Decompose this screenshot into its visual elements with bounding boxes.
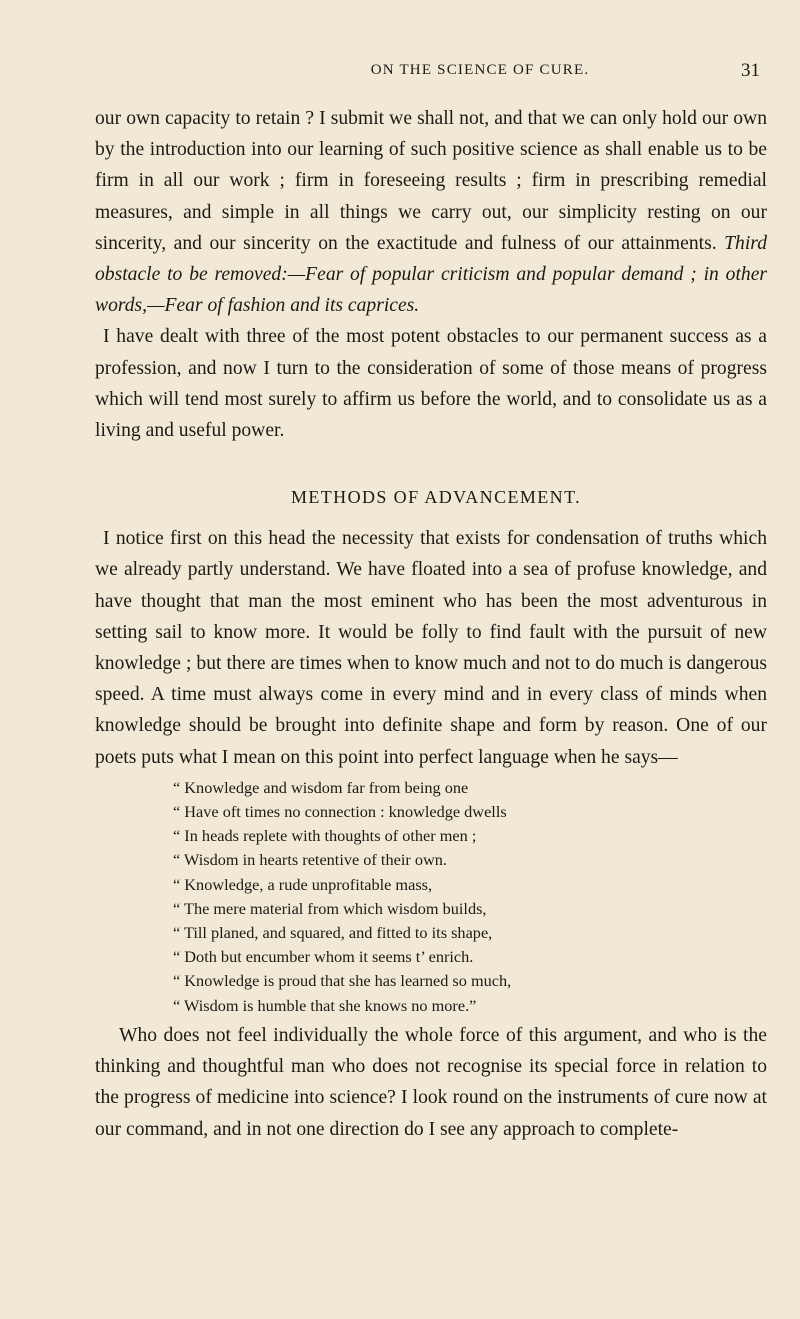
poem-line: “ Have oft times no connection : knowledge dwells [173,802,507,822]
poem-line: “ Doth but encumber whom it seems t’ enrich. [173,947,474,967]
poem-line: “ The mere material from which wisdom builds, [173,898,487,918]
poem-line: “ In heads replete with thoughts of other men ; [173,826,477,846]
obstacle-description: —Fear of popular criticism and popular demand ; in other words,—Fear of fashion and its caprices. [95,264,768,317]
paragraph-3: I notice first on this head the necessity that exists for condensation of truths which we already partly understand. We have floated into a sea of profuse knowledge, and have thought that man the most eminent who has been the most adventurous in setting sail to know more. It would be folly to find fault with the pursuit of new knowledge ; but there are times when to know much and not to do much is dangerous speed. A time must always come in every mind and in every class of minds when knowledge should be brought into definite shape and form by reason. One of our poets puts what I mean on this point into perfect language when he says— [95,528,767,768]
running-title: ON THE SCIENCE OF CURE. [370,62,590,78]
poem-line: “ Knowledge, a rude unprofitable mass, [173,874,433,894]
paragraph-4: Who does not feel individually the whole force of this argument, and who is the thinking and thoughtful man who does not recognise its special force in relation to the progress of medicine into science? I look round on the instruments of cure now at our command, and in not one direction do I see any approach to complete- [95,1024,767,1140]
section-heading: METHODS OF ADVANCEMENT. [290,487,582,508]
obstacle-label: Third obstacle to be removed: [95,232,767,286]
page-number: 31 [741,60,760,81]
body-text [95,103,767,1145]
poem-line: “ Knowledge and wisdom far from being one [173,777,469,797]
poem-line: “ Wisdom is humble that she knows no more.” [173,995,477,1015]
poem-quotation [173,776,767,1018]
poem-line: “ Knowledge is proud that she has learned so much, [173,971,512,991]
paragraph-1-text: our own capacity to retain ? I submit we shall not, and that we can only hold our own by the introduction into our learning of such positive science as shall enable us to be firm in all our work ; firm in foreseeing results ; firm in prescribing remedial measures, and simple in all things we carry out, our simplicity resting on our sincerity, and our sincerity on the exactitude and fulness of our attainments. [95,108,767,254]
paragraph-1 [95,103,767,321]
paragraph-2: I have dealt with three of the most potent obstacles to our permanent success as a profession, and now I turn to the consideration of some of those means of progress which will tend most surely to affirm us before the world, and to consolidate us as a living and useful power. [95,326,767,442]
running-head [0,62,800,92]
poem-line: “ Till planed, and squared, and fitted to its shape, [173,923,493,943]
poem-line: “ Wisdom in hearts retentive of their own. [173,850,447,870]
